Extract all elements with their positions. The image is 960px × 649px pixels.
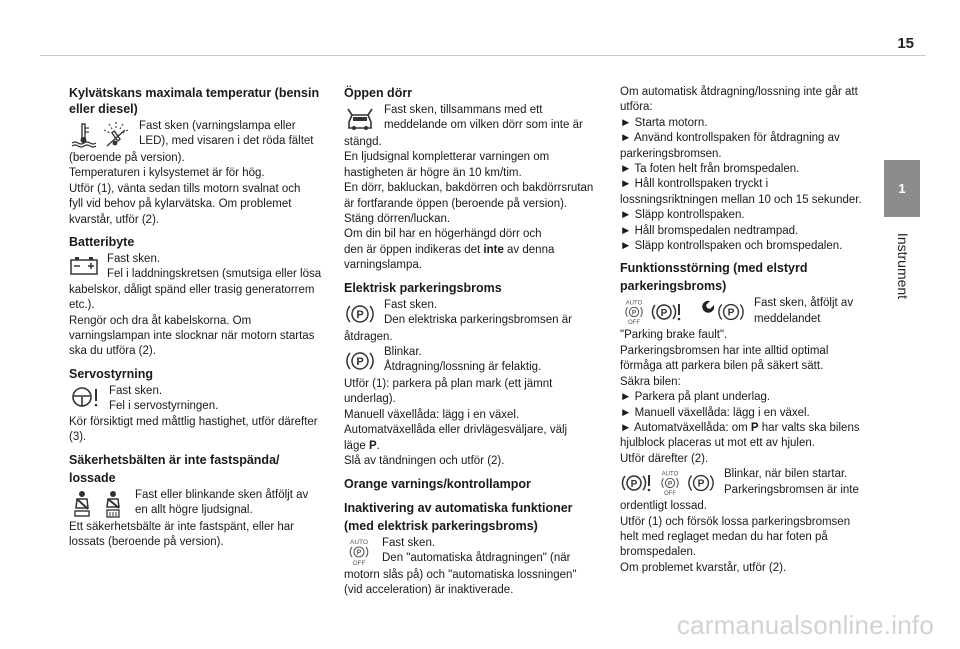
coolant-led-icon: [101, 120, 131, 150]
epb-heading: Elektrisk parkeringsbroms: [344, 280, 502, 295]
steering-heading: Servostyrning: [69, 366, 154, 381]
svg-text:P: P: [631, 309, 637, 317]
coolant-icons: [69, 119, 131, 151]
column-2: [344, 85, 602, 598]
intro-text-6: ► Ta foten helt från bromspedalen.: [620, 163, 800, 176]
svg-text:P: P: [697, 478, 705, 490]
parking-brake-icon: [716, 299, 746, 325]
column-3: [620, 85, 870, 576]
intro-text-2: utföra:: [620, 101, 653, 114]
auto-off-text-1: Fast sken.: [382, 536, 436, 549]
epb-text-5: Åtdragning/lossning är felaktig.: [384, 361, 542, 374]
belts-text-1: Fast eller blinkande sken åtföljt av: [135, 488, 309, 501]
door-text-11: varningslampa.: [344, 259, 422, 272]
steering-text-2: Fel i servostyrningen.: [109, 400, 219, 413]
parking-brake-icon: [344, 300, 376, 328]
battery-text-4: etc.).: [69, 299, 95, 312]
belts-text-2: en allt högre ljudsignal.: [135, 503, 253, 516]
svg-text:AUTO: AUTO: [625, 301, 643, 308]
epb-blink-icons: [344, 345, 376, 377]
auto-off-icons: [344, 536, 374, 568]
auto-off-parking-icon: [344, 537, 374, 567]
page-number: 15: [897, 35, 914, 52]
door-text-8: Stäng dörren/luckan.: [344, 213, 451, 226]
epb-icons: [344, 298, 376, 330]
coolant-text-7: kvarstår, utför (2).: [69, 213, 160, 226]
epb-text-2: Den elektriska parkeringsbromsen är: [384, 314, 572, 327]
door-icons: [344, 103, 376, 135]
intro-text-9: ► Släpp kontrollspaken.: [620, 209, 745, 222]
intro-text-7: ► Håll kontrollspaken tryckt i: [620, 178, 769, 191]
coolant-temperature-icon: [69, 121, 99, 149]
epb-text-9: Automatväxellåda eller drivlägesväljare, välj: [344, 424, 568, 437]
door-text-2: meddelande om vilken dörr som inte är: [384, 119, 583, 132]
belts-text-4: lossats (beroende på version).: [69, 535, 224, 548]
auto-off-text-2: Den "automatiska åtdragningen" (när: [382, 551, 571, 564]
epb-text-10: läge P.: [344, 439, 380, 452]
chapter-label: Instrument: [895, 232, 911, 300]
parking-brake-icon: [686, 470, 716, 496]
door-text-1: Fast sken, tillsammans med ett: [384, 104, 543, 116]
malfunction-heading-2: parkeringsbroms): [620, 279, 727, 294]
intro-text-11: ► Släpp kontrollspaken och bromspedalen.: [620, 240, 843, 253]
svg-text:OFF: OFF: [352, 559, 366, 567]
battery-text-5: Rengör och dra åt kabelskorna. Om: [69, 314, 252, 327]
rear-seatbelt-icon: [99, 489, 127, 519]
door-heading: Öppen dörr: [344, 86, 413, 100]
epb-text-11: Slå av tändningen och utför (2).: [344, 455, 505, 468]
intro-text-5: parkeringsbromsen.: [620, 147, 722, 160]
battery-icon: [69, 254, 99, 276]
auto-off-heading-1: Inaktivering av automatiska funktioner: [344, 500, 573, 515]
belts-heading-2: lossade: [69, 470, 116, 485]
coolant-text-4: Temperaturen i kylsystemet är för hög.: [69, 167, 265, 180]
steering-text-4: (3).: [69, 431, 87, 444]
malfunction-icons: [620, 296, 746, 328]
chapter-number: 1: [898, 181, 906, 196]
auto-off-parking-icon: [620, 297, 648, 327]
steering-text-3: Kör försiktigt med måttlig hastighet, utför därefter: [69, 415, 318, 428]
svg-text:P: P: [660, 308, 668, 320]
battery-text-7: ska du utföra (2).: [69, 345, 156, 358]
malfunction-text-9: ► Automatväxellåda: om P har valts ska bilens: [620, 421, 860, 434]
malfunction-text-11: Utför därefter (2).: [620, 452, 709, 465]
intro-text-3: ► Starta motorn.: [620, 116, 708, 129]
malfunction-text-5: förmåga att parkera bilen på säkert sätt.: [620, 360, 824, 373]
auto-off-text-3: motorn slås på) och "automatiska lossningen": [344, 568, 577, 581]
epb-text-1: Fast sken.: [384, 298, 438, 311]
steering-text-1: Fast sken.: [109, 384, 163, 397]
coolant-text-1: Fast sken (varningslampa eller: [139, 120, 296, 132]
malfunction-text-17: bromspedalen.: [620, 546, 697, 559]
belts-heading-1: Säkerhetsbälten är inte fastspända/: [69, 452, 280, 467]
wrench-icon: [686, 297, 714, 327]
malfunction-text-2: meddelandet: [754, 312, 821, 325]
malfunction-text-4: Parkeringsbromsen har inte alltid optimal: [620, 344, 829, 357]
epb-text-6: Utför (1): parkera på plan mark (ett jämnt: [344, 378, 553, 391]
svg-text:AUTO: AUTO: [350, 538, 368, 546]
battery-text-1: Fast sken.: [107, 253, 161, 266]
malfunction-text-10: hjulblock placeras ut mot ett av hjulen.: [620, 437, 815, 450]
door-text-4: En ljudsignal kompletterar varningen om: [344, 151, 550, 164]
epb-text-7: underlag).: [344, 393, 396, 406]
intro-text-4: ► Använd kontrollspaken för åtdragning av: [620, 132, 840, 145]
door-open-icon: [344, 104, 376, 134]
power-steering-icon: [69, 384, 101, 410]
header-rule: [40, 55, 926, 56]
svg-text:P: P: [667, 480, 673, 488]
svg-text:OFF: OFF: [627, 320, 641, 327]
malfunction-text-14: ordentligt lossad.: [620, 500, 707, 513]
svg-text:P: P: [727, 308, 735, 320]
door-text-5: hastigheten är högre än 10 km/tim.: [344, 166, 522, 179]
auto-off-text-4: (vid acceleration) är inaktiverade.: [344, 583, 514, 596]
malfunction-text-12: Blinkar, när bilen startar.: [724, 468, 848, 481]
parking-brake-fault-icon: [650, 299, 684, 325]
svg-text:P: P: [356, 356, 364, 369]
malfunction-text-6: Säkra bilen:: [620, 375, 681, 388]
battery-icons: [69, 252, 99, 278]
malfunction-text-8: ► Manuell växellåda: lägg i en växel.: [620, 406, 810, 419]
malfunction-text-15: Utför (1) och försök lossa parkeringsbromsen: [620, 515, 851, 528]
battery-heading: Batteribyte: [69, 235, 135, 250]
coolant-heading: Kylvätskans maximala temperatur (bensin eller diesel): [69, 86, 320, 116]
svg-text:P: P: [356, 549, 362, 556]
svg-text:OFF: OFF: [663, 491, 677, 498]
malfunction-text-3: "Parking brake fault".: [620, 329, 728, 342]
door-text-6: En dörr, bakluckan, bakdörren och bakdörrsrutan: [344, 182, 594, 195]
epb-text-8: Manuell växellåda: lägg i en växel.: [344, 408, 520, 421]
malfunction-text-1: Fast sken, åtföljt av: [754, 297, 854, 310]
door-text-9: Om din bil har en högerhängd dörr och: [344, 228, 542, 241]
auto-off-heading-2: (med elektrisk parkeringsbroms): [344, 518, 538, 533]
malfunction-text-18: Om problemet kvarstår, utför (2).: [620, 561, 787, 574]
door-text-3: stängd.: [344, 136, 382, 148]
battery-text-3: kabelskor, dåligt spänd eller trasig generatorrem: [69, 283, 315, 296]
orange-heading: Orange varnings/kontrollampor: [344, 476, 531, 491]
svg-text:P: P: [630, 479, 638, 491]
malfunction-text-13: Parkeringsbromsen är inte: [724, 483, 859, 496]
coolant-text-6: fyll vid behov på kylarvätska. Om problemet: [69, 198, 292, 211]
door-text-10: den är öppen indikeras det inte av denna: [344, 243, 555, 256]
svg-text:P: P: [356, 308, 364, 321]
malfunction-text-16: helt med reglaget medan du har foten på: [620, 530, 828, 543]
belts-text-3: Ett säkerhetsbälte är inte fastspänt, eller har: [69, 520, 295, 533]
intro-text-1: Om automatisk åtdragning/lossning inte går att: [620, 86, 858, 98]
parking-brake-fault-icon: [620, 470, 654, 496]
coolant-text-5: Utför (1), vänta sedan tills motorn svalnat och: [69, 182, 301, 195]
malfunction-blink-icons: [620, 467, 716, 499]
epb-text-3: åtdragen.: [344, 330, 393, 343]
column-1: [69, 85, 325, 550]
door-text-7: är fortfarande öppen (beroende på version).: [344, 197, 568, 210]
steering-icons: [69, 384, 101, 410]
intro-text-10: ► Håll bromspedalen nedtrampad.: [620, 224, 799, 237]
battery-text-2: Fel i laddningskretsen (smutsiga eller lösa: [107, 268, 322, 281]
parking-brake-blink-icon: [344, 347, 376, 375]
belt-icons: [69, 488, 127, 520]
watermark: carmanualsonline.info: [676, 610, 934, 640]
seatbelt-icon: [69, 489, 97, 519]
intro-text-8: lossningsriktningen mellan 10 och 15 sekunder.: [620, 193, 862, 206]
malfunction-heading-1: Funktionsstörning (med elstyrd: [620, 261, 808, 276]
battery-text-6: varningslampan inte slocknar när motorn startas: [69, 330, 315, 343]
epb-text-4: Blinkar.: [384, 346, 422, 359]
coolant-text-3: (beroende på version).: [69, 152, 185, 164]
svg-text:AUTO: AUTO: [661, 471, 679, 478]
auto-off-parking-icon: [656, 468, 684, 498]
coolant-text-2: LED), med visaren i det röda fältet: [139, 135, 314, 148]
malfunction-text-7: ► Parkera på plant underlag.: [620, 391, 771, 404]
chapter-tab[interactable]: [884, 160, 920, 217]
